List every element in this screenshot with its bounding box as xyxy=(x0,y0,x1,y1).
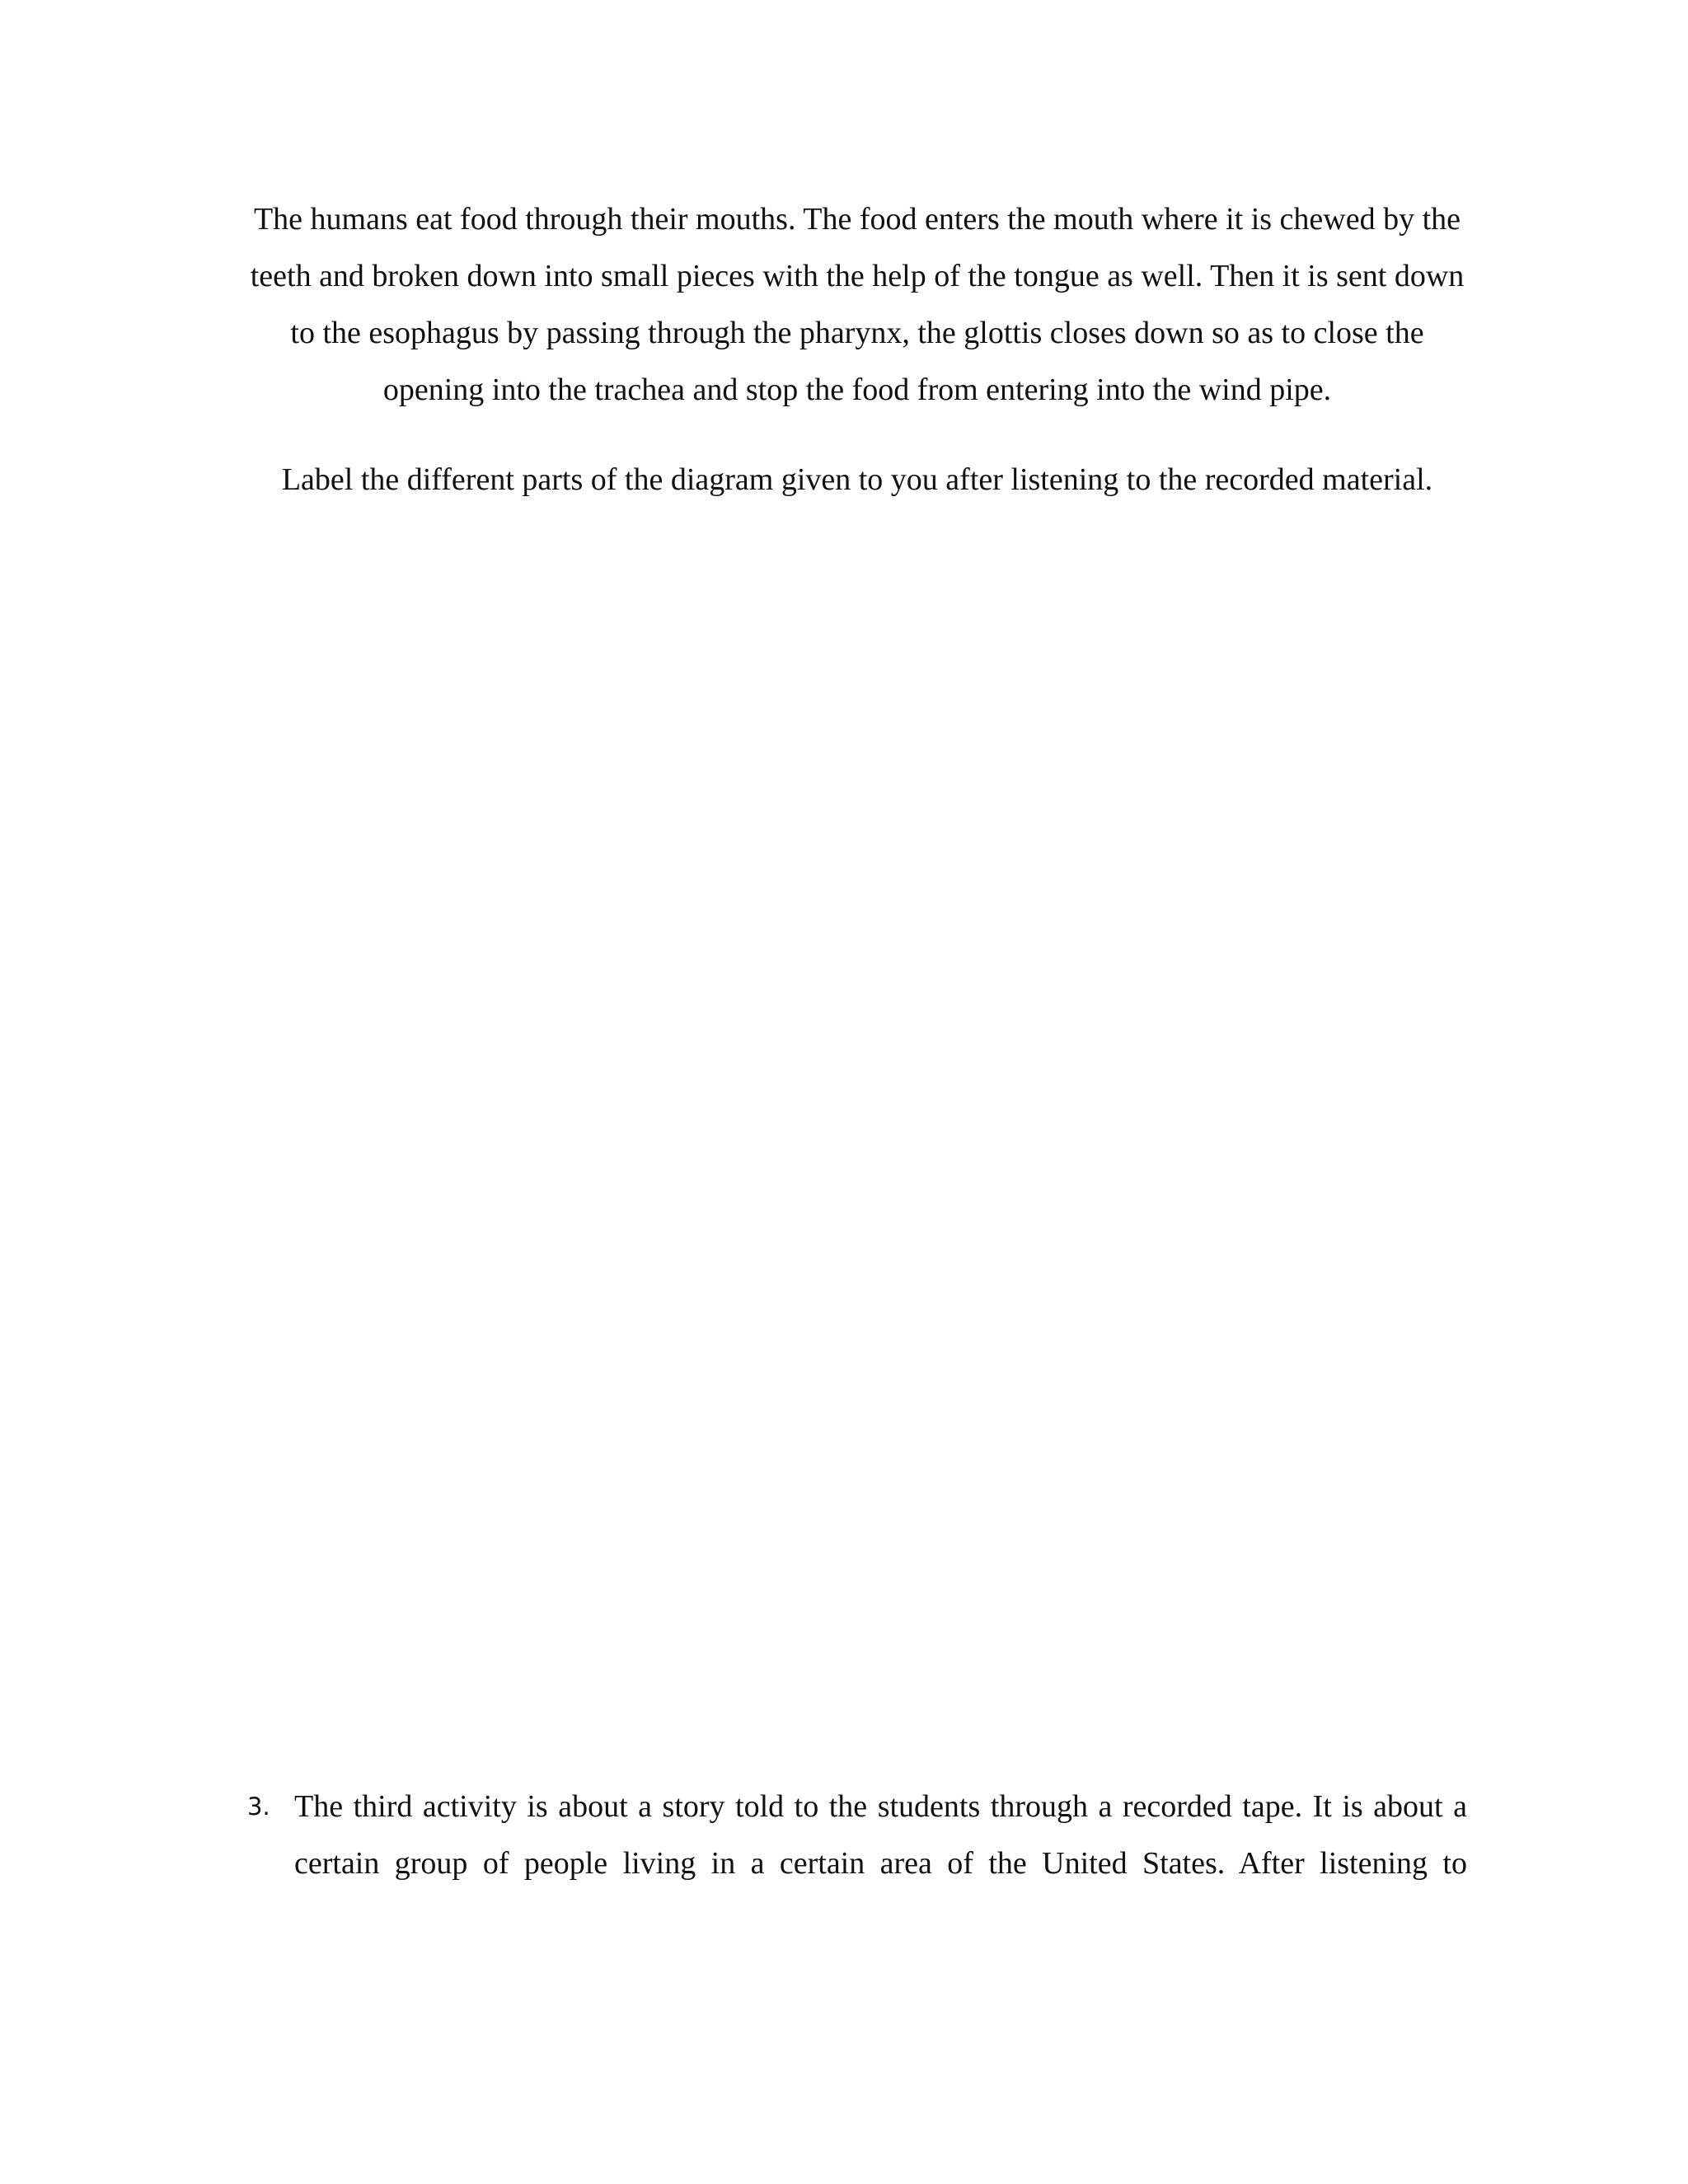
intro-paragraph: The humans eat food through their mouths. The food enters the mouth where it is chewed by the teeth and broken down into small pieces with the help of the tongue as well. Then it is sent down to the esophagus by passing through the pharynx, the glottis closes down so as to close the opening into the trachea and stop the food from entering into the wind pipe. xyxy=(250,202,1465,407)
list-item-text: The third activity is about a story told to the students through a recorded tape. It is about a certain group of people living in a certain area of the United States. After listening to xyxy=(294,1789,1467,1881)
list-item-number: 3. xyxy=(247,1793,270,1821)
instruction-paragraph: Label the different parts of the diagram given to you after listening to the recorded material. xyxy=(281,462,1433,497)
